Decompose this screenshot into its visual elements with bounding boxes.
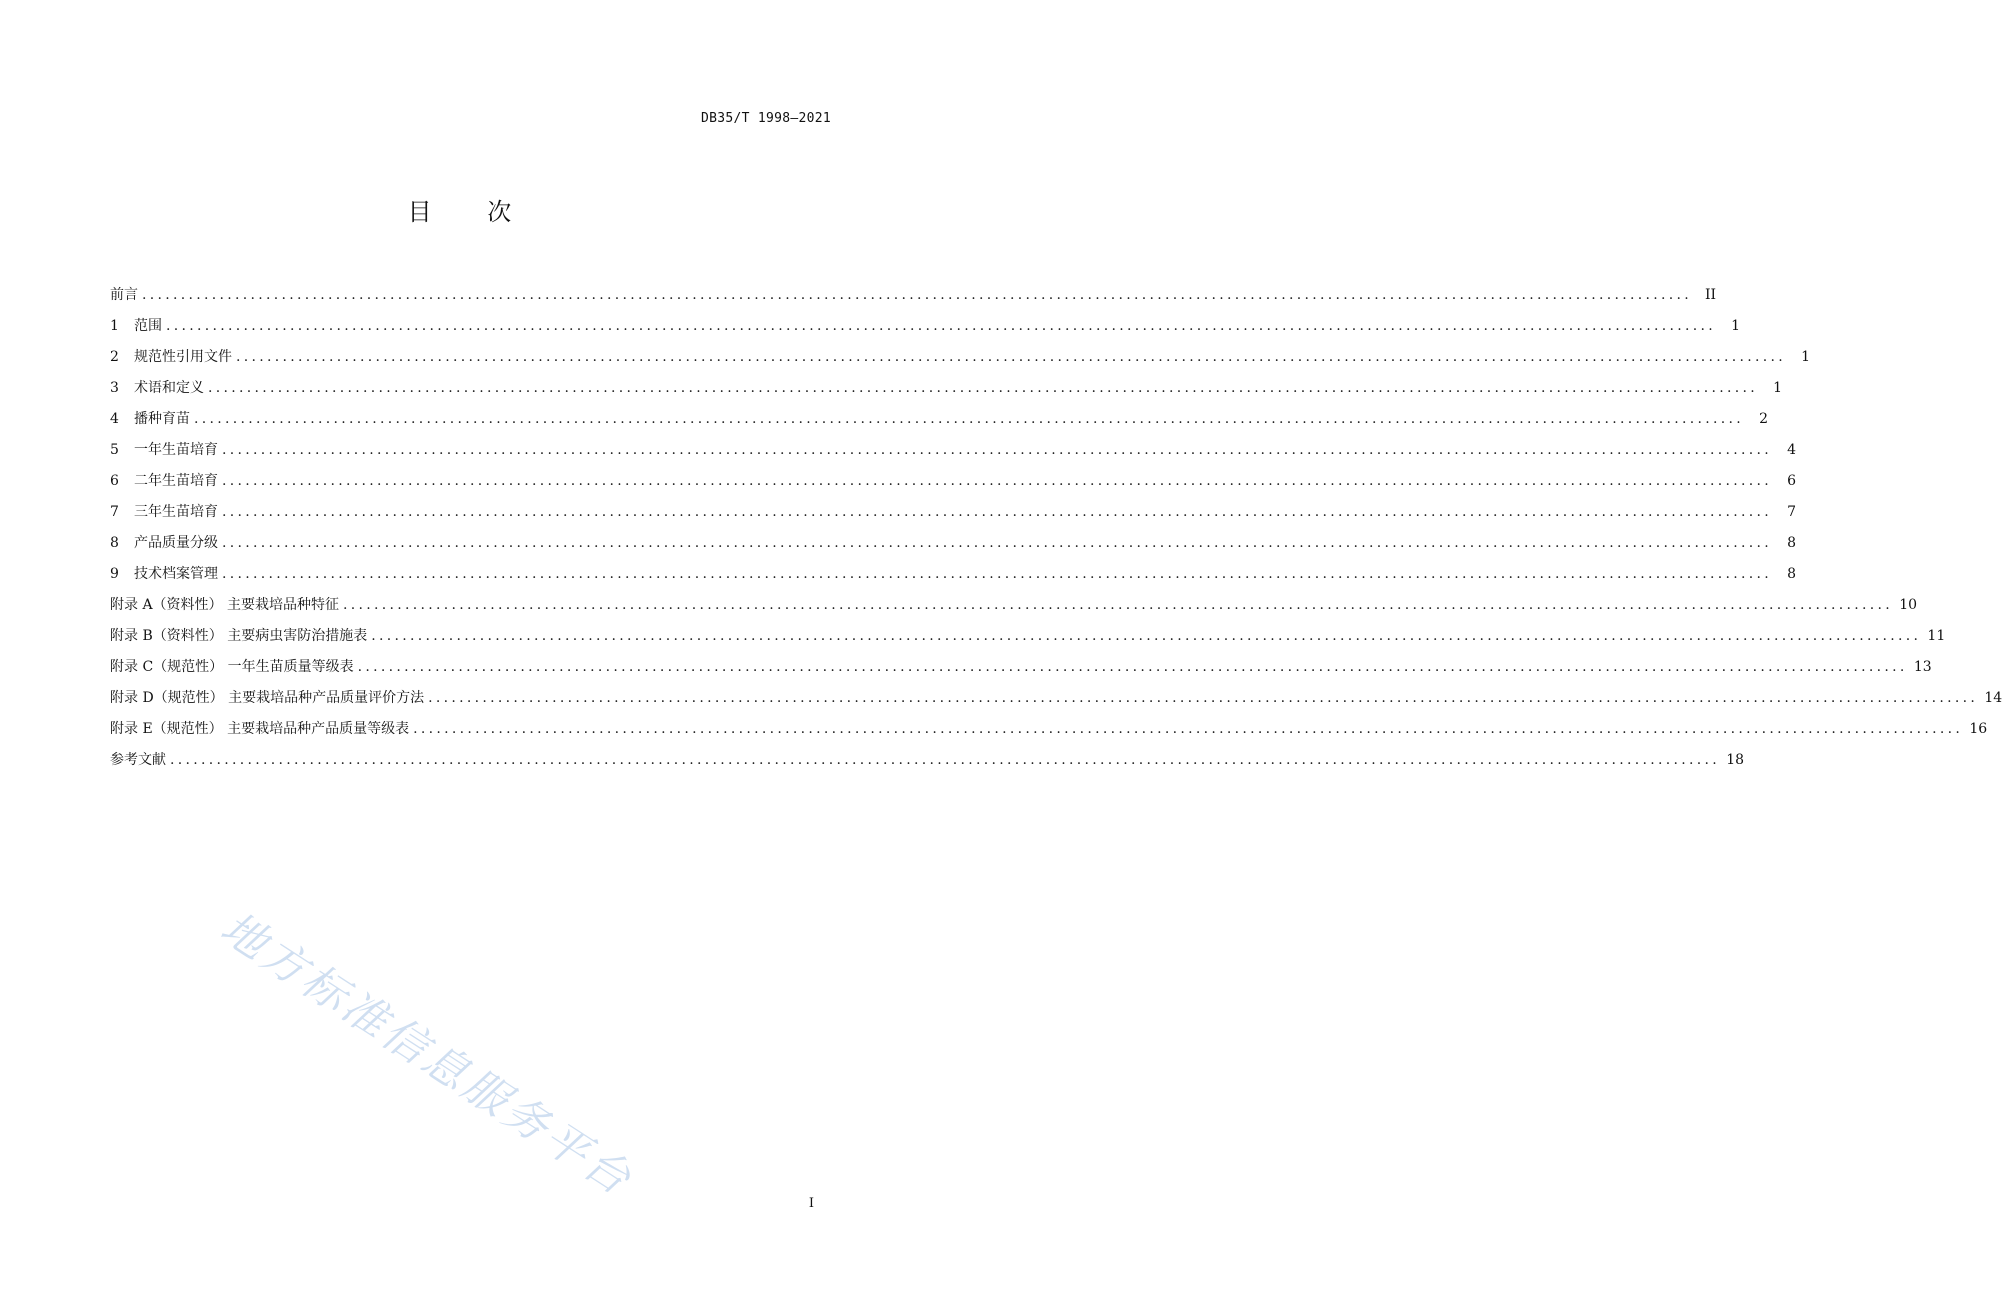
toc-entry-page: 4 [1787,442,1797,458]
toc-leader: ........................................................................................................................................................................................................ [194,411,1745,427]
toc-leader: ........................................................................................................................................................................................................ [222,473,1773,489]
toc-entry-label: 术语和定义 [134,380,204,396]
toc-leader: ........................................................................................................................................................................................................ [170,752,1721,768]
toc-leader: ........................................................................................................................................................................................................ [222,504,1773,520]
toc-entry-two-year-seedling[interactable] [110,466,1797,497]
toc-entry-preface[interactable] [110,280,1717,311]
toc-entry-number: 8 [110,535,119,551]
toc-entry-appendix-e[interactable] [110,714,1988,745]
toc-entry-page: 18 [1726,752,1745,768]
toc-entry-page: 2 [1759,411,1769,427]
toc-leader: ........................................................................................................................................................................................................ [413,721,1964,737]
toc-entry-page: 1 [1731,318,1741,334]
toc-entry-label: 二年生苗培育 [134,473,218,489]
toc-entry-appendix-c[interactable] [110,652,1932,683]
toc-entry-label: 产品质量分级 [134,535,218,551]
toc-entry-page: 8 [1787,535,1797,551]
toc-entry-page: 8 [1787,566,1797,582]
toc-entry-label: 前言 [110,287,138,303]
toc-entry-scope[interactable] [110,311,1741,342]
toc-entry-number: 7 [110,504,119,520]
toc-entry-label: 三年生苗培育 [134,504,218,520]
toc-entry-number: 9 [110,566,119,582]
toc-entry-label: 附录 B（资料性） 主要病虫害防治措施表 [110,628,368,644]
page-number: I [808,1196,814,1211]
toc-entry-page: 13 [1913,659,1932,675]
toc-leader: ........................................................................................................................................................................................................ [222,442,1773,458]
toc-entry-normative-references[interactable] [110,342,1811,373]
toc-leader: ........................................................................................................................................................................................................ [142,287,1693,303]
toc-leader: ........................................................................................................................................................................................................ [371,628,1922,644]
toc-entry-appendix-b[interactable] [110,621,1946,652]
page-title: 目 次 [407,198,513,226]
toc-entry-number: 2 [110,349,119,365]
toc-leader: ........................................................................................................................................................................................................ [428,690,1979,706]
toc-entry-page: II [1704,287,1717,303]
toc-entry-label: 参考文献 [110,752,166,768]
toc-entry-number: 1 [110,318,119,334]
toc-leader: ........................................................................................................................................................................................................ [222,566,1773,582]
toc-entry-bibliography[interactable] [110,745,1745,776]
toc-entry-label: 附录 E（规范性） 主要栽培品种产品质量等级表 [110,721,410,737]
toc-leader: ........................................................................................................................................................................................................ [166,318,1717,334]
toc-entry-page: 16 [1969,721,1988,737]
toc-entry-one-year-seedling[interactable] [110,435,1797,466]
toc-leader: ........................................................................................................................................................................................................ [236,349,1787,365]
toc-entry-page: 7 [1787,504,1797,520]
standard-code: DB35/T 1998—2021 [700,111,831,126]
toc-leader: ........................................................................................................................................................................................................ [357,659,1908,675]
toc-leader: ........................................................................................................................................................................................................ [222,535,1773,551]
table-of-contents [110,280,2002,776]
toc-leader: ........................................................................................................................................................................................................ [208,380,1759,396]
toc-entry-label: 范围 [134,318,162,334]
toc-entry-page: 14 [1984,690,2002,706]
toc-entry-label: 附录 D（规范性） 主要栽培品种产品质量评价方法 [110,690,425,706]
toc-entry-page: 11 [1927,628,1946,644]
toc-entry-number: 5 [110,442,119,458]
toc-entry-label: 规范性引用文件 [134,349,232,365]
toc-entry-quality-grading[interactable] [110,528,1797,559]
toc-entry-appendix-a[interactable] [110,590,1918,621]
toc-entry-appendix-d[interactable] [110,683,2002,714]
toc-entry-number: 6 [110,473,119,489]
toc-entry-label: 附录 A（资料性） 主要栽培品种特征 [110,597,340,613]
toc-entry-three-year-seedling[interactable] [110,497,1797,528]
toc-entry-sowing[interactable] [110,404,1769,435]
toc-entry-number: 4 [110,411,119,427]
toc-entry-label: 技术档案管理 [134,566,218,582]
toc-entry-terms[interactable] [110,373,1783,404]
toc-entry-label: 一年生苗培育 [134,442,218,458]
watermark: 地方标准信息服务平台 [211,902,642,1207]
toc-entry-archive-management[interactable] [110,559,1797,590]
toc-entry-page: 6 [1787,473,1797,489]
toc-entry-label: 播种育苗 [134,411,190,427]
toc-entry-number: 3 [110,380,119,396]
toc-entry-page: 10 [1899,597,1918,613]
toc-entry-label: 附录 C（规范性） 一年生苗质量等级表 [110,659,354,675]
toc-entry-page: 1 [1773,380,1783,396]
toc-entry-page: 1 [1801,349,1811,365]
toc-leader: ........................................................................................................................................................................................................ [343,597,1894,613]
